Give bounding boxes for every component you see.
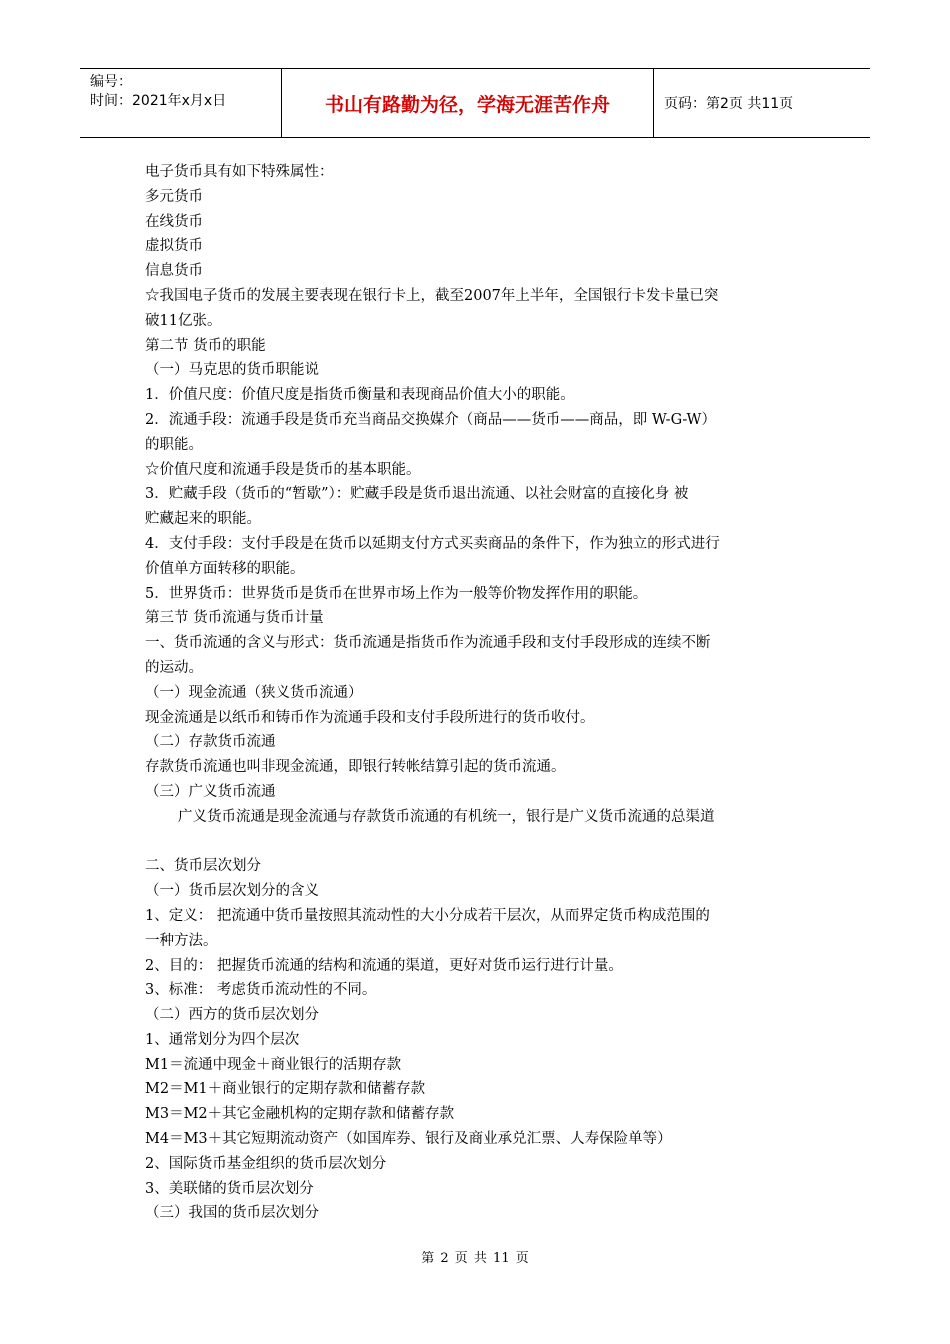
- subsection-heading: （二）存款货币流通: [145, 734, 276, 751]
- body-line: 的运动。: [145, 659, 203, 676]
- body-line: ☆我国电子货币的发展主要表现在银行卡上，截至2007年上半年，全国银行卡发卡量已突: [145, 287, 719, 304]
- body-line: 1、通常划分为四个层次: [145, 1031, 300, 1048]
- body-line: 多元货币: [145, 188, 203, 205]
- subsection-heading: （一）马克思的货币职能说: [145, 362, 319, 379]
- subsection-heading: （三）我国的货币层次划分: [145, 1205, 319, 1222]
- body-line: 一种方法。: [145, 932, 218, 949]
- body-line: 1．价值尺度：价值尺度是指货币衡量和表现商品价值大小的职能。: [145, 387, 575, 404]
- section-heading: 第二节 货币的职能: [145, 337, 266, 354]
- subsection-heading: （一）现金流通（狭义货币流通）: [145, 684, 363, 701]
- body-line: 2．流通手段：流通手段是货币充当商品交换媒介（商品——货币——商品，即 W-G-W）: [145, 411, 716, 428]
- body-line: 的职能。: [145, 436, 203, 453]
- page-header: [80, 68, 870, 138]
- body-line: 2、国际货币基金组织的货币层次划分: [145, 1155, 387, 1172]
- body-line: M1＝流通中现金＋商业银行的活期存款: [145, 1056, 402, 1073]
- body-line: M3＝M2＋其它金融机构的定期存款和储蓄存款: [145, 1106, 455, 1123]
- body-line: ☆价值尺度和流通手段是货币的基本职能。: [145, 461, 421, 478]
- blank-line: [145, 830, 815, 855]
- body-line: 贮藏起来的职能。: [145, 511, 261, 528]
- subsection-heading: （二）西方的货币层次划分: [145, 1007, 319, 1024]
- page-footer: 第 2 页 共 11 页: [421, 1251, 529, 1266]
- document-number-label: 编号：: [90, 74, 132, 90]
- body-line: 在线货币: [145, 213, 203, 230]
- body-line: 3、标准： 考虑货币流动性的不同。: [145, 982, 377, 999]
- document-time: 时间：2021年x月x日: [90, 93, 227, 109]
- body-line: 5．世界货币：世界货币是货币在世界市场上作为一般等价物发挥作用的职能。: [145, 585, 648, 602]
- body-line: M4＝M3＋其它短期流动资产（如国库券、银行及商业承兑汇票、人寿保险单等）: [145, 1131, 672, 1148]
- body-line: M2＝M1＋商业银行的定期存款和储蓄存款: [145, 1081, 426, 1098]
- body-line: 破11亿张。: [145, 312, 222, 329]
- subsection-heading: （三）广义货币流通: [145, 783, 276, 800]
- subsection-heading: （一）货币层次划分的含义: [145, 883, 319, 900]
- body-line: 1、定义： 把流通中货币量按照其流动性的大小分成若干层次，从而界定货币构成范围的: [145, 907, 710, 924]
- body-line: 4．支付手段：支付手段是在货币以延期支付方式买卖商品的条件下，作为独立的形式进行: [145, 535, 720, 552]
- body-line: 3．贮藏手段（货币的“暂歇”）：贮藏手段是货币退出流通、以社会财富的直接化身 被: [145, 486, 689, 503]
- body-line: 虚拟货币: [145, 238, 203, 255]
- document-body: [145, 160, 815, 1226]
- header-meta: [80, 69, 282, 137]
- header-page-info: 页码：第2页 共11页: [664, 96, 794, 112]
- body-line: 信息货币: [145, 263, 203, 280]
- section-heading: 二、货币层次划分: [145, 858, 261, 875]
- section-heading: 第三节 货币流通与货币计量: [145, 610, 324, 627]
- header-motto: 书山有路勤为径，学海无涯苦作舟: [282, 69, 654, 137]
- body-line: 价值单方面转移的职能。: [145, 560, 305, 577]
- body-line: 2、目的： 把握货币流通的结构和流通的渠道，更好对货币运行进行计量。: [145, 957, 623, 974]
- body-line: 3、美联储的货币层次划分: [145, 1180, 314, 1197]
- body-line: 存款货币流通也叫非现金流通，即银行转帐结算引起的货币流通。: [145, 759, 566, 776]
- body-line: 一、货币流通的含义与形式：货币流通是指货币作为流通手段和支付手段形成的连续不断: [145, 635, 711, 652]
- body-line: 现金流通是以纸币和铸币作为流通手段和支付手段所进行的货币收付。: [145, 709, 595, 726]
- body-line: 广义货币流通是现金流通与存款货币流通的有机统一，银行是广义货币流通的总渠道: [178, 808, 715, 825]
- body-line: 电子货币具有如下特殊属性：: [145, 164, 334, 180]
